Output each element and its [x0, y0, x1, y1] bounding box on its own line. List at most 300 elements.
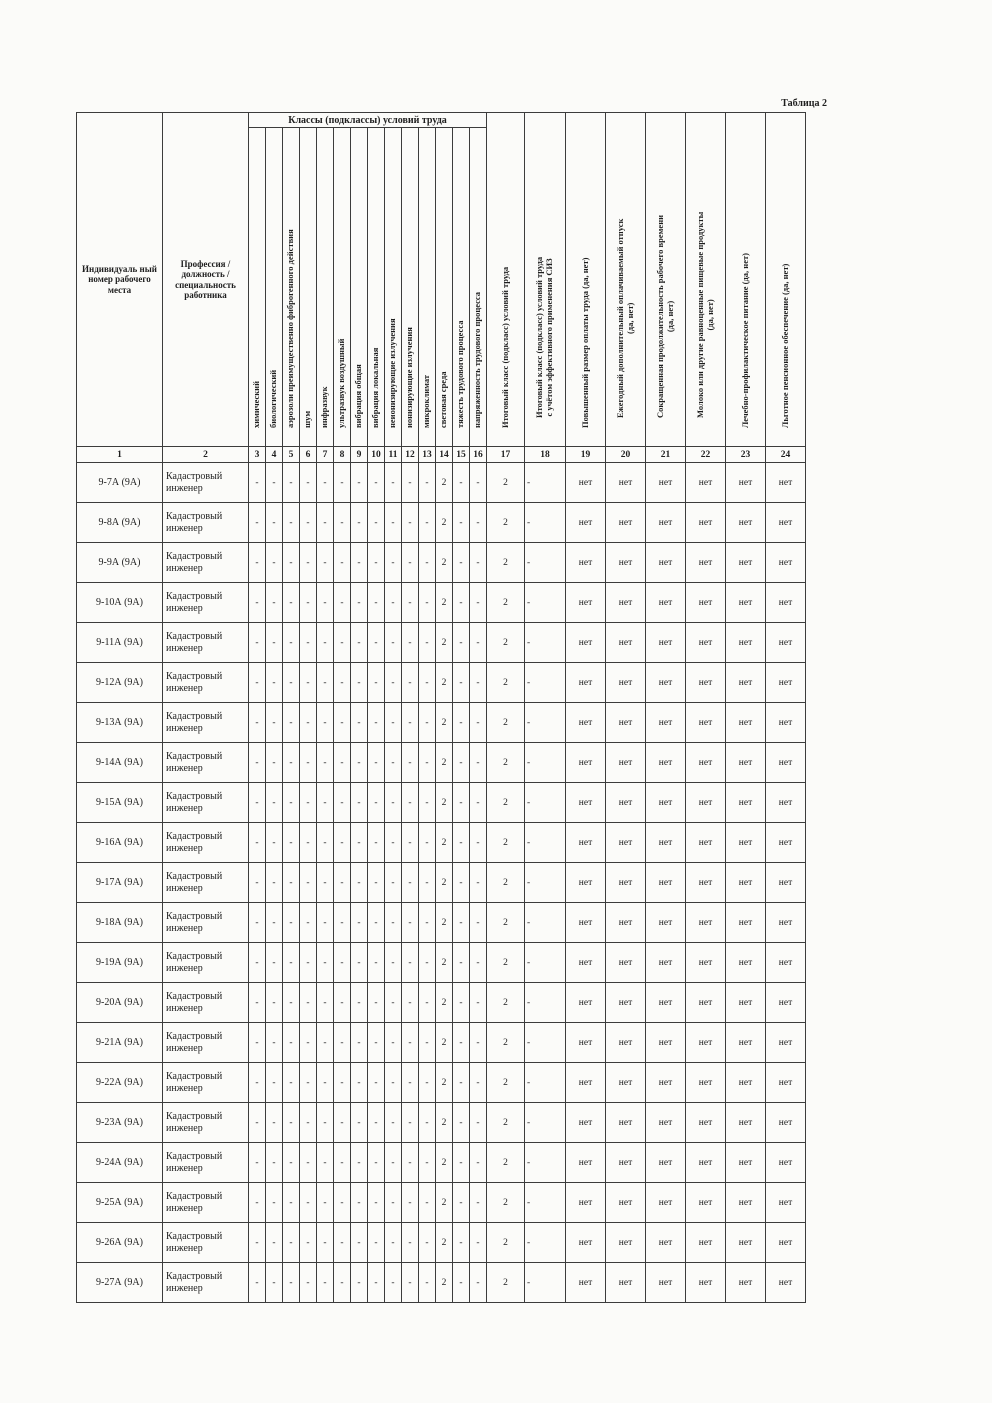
factor-class-cell: - [334, 1223, 351, 1263]
factor-class-cell: - [351, 543, 368, 583]
factor-class-cell: - [300, 903, 317, 943]
factor-class-cell: - [249, 543, 266, 583]
final-class-cell: 2 [487, 623, 525, 663]
therapeutic-food-cell: нет [726, 1223, 766, 1263]
factor-class-cell: - [368, 903, 385, 943]
factor-class-cell: - [453, 1143, 470, 1183]
additional-leave-cell: нет [606, 903, 646, 943]
table-row [77, 1103, 806, 1143]
factor-class-cell: - [283, 583, 300, 623]
factor-class-cell: - [266, 543, 283, 583]
reduced-hours-cell: нет [646, 1183, 686, 1223]
factor-class-cell: - [385, 1143, 402, 1183]
factor-class-cell: - [334, 1103, 351, 1143]
pension-cell: нет [766, 943, 806, 983]
factor-class-cell: - [283, 903, 300, 943]
increased-pay-cell: нет [566, 1063, 606, 1103]
increased-pay-cell: нет [566, 1143, 606, 1183]
factor-class-cell: 2 [436, 1143, 453, 1183]
factor-class-cell: - [385, 863, 402, 903]
final-class-cell: 2 [487, 663, 525, 703]
factor-class-cell: - [453, 503, 470, 543]
factor-class-cell: - [317, 1223, 334, 1263]
factor-class-cell: - [317, 943, 334, 983]
factor-class-cell: - [266, 743, 283, 783]
factor-class-cell: - [368, 943, 385, 983]
factor-class-cell: - [351, 863, 368, 903]
factor-class-cell: - [368, 743, 385, 783]
factor-class-cell: - [334, 1063, 351, 1103]
factor-class-cell: - [385, 983, 402, 1023]
therapeutic-food-cell: нет [726, 823, 766, 863]
final-class-cell: 2 [487, 1223, 525, 1263]
increased-pay-cell: нет [566, 783, 606, 823]
factor-class-cell: - [419, 863, 436, 903]
increased-pay-cell: нет [566, 583, 606, 623]
factor-class-cell: - [317, 1023, 334, 1063]
profession-cell: Кадастровый инженер [163, 783, 249, 823]
increased-pay-cell: нет [566, 1103, 606, 1143]
therapeutic-food-cell: нет [726, 1143, 766, 1183]
factor-class-cell: - [453, 463, 470, 503]
reduced-hours-cell: нет [646, 583, 686, 623]
therapeutic-food-cell: нет [726, 543, 766, 583]
factor-class-cell: - [368, 1183, 385, 1223]
additional-leave-cell: нет [606, 1263, 646, 1303]
factor-class-cell: - [266, 943, 283, 983]
milk-cell: нет [686, 663, 726, 703]
table-row [77, 503, 806, 543]
profession-cell: Кадастровый инженер [163, 463, 249, 503]
final-class-cell: 2 [487, 903, 525, 943]
factor-class-cell: - [266, 1183, 283, 1223]
pension-cell: нет [766, 743, 806, 783]
factor-class-cell: - [368, 1103, 385, 1143]
factor-class-cell: - [470, 703, 487, 743]
profession-cell: Кадастровый инженер [163, 863, 249, 903]
column-number: 2 [163, 447, 249, 463]
factor-class-cell: 2 [436, 823, 453, 863]
factor-class-cell: - [300, 1063, 317, 1103]
factor-class-cell: 2 [436, 1223, 453, 1263]
final-class-siz-cell: - [525, 1143, 566, 1183]
factor-class-cell: - [385, 1223, 402, 1263]
factor-header-6: шум [300, 128, 317, 447]
profession-cell: Кадастровый инженер [163, 823, 249, 863]
factor-class-cell: - [300, 743, 317, 783]
table-row [77, 863, 806, 903]
final-class-cell: 2 [487, 943, 525, 983]
factor-class-cell: - [300, 1143, 317, 1183]
factor-class-cell: - [453, 1223, 470, 1263]
factor-class-cell: - [283, 663, 300, 703]
factor-class-cell: - [470, 903, 487, 943]
factor-class-cell: 2 [436, 1103, 453, 1143]
final-class-siz-cell: - [525, 1063, 566, 1103]
factor-class-cell: - [249, 1143, 266, 1183]
final-class-siz-cell: - [525, 1263, 566, 1303]
factor-class-cell: - [385, 1063, 402, 1103]
factor-class-cell: - [453, 703, 470, 743]
factor-class-cell: - [470, 463, 487, 503]
increased-pay-cell: нет [566, 863, 606, 903]
factor-class-cell: - [351, 743, 368, 783]
factor-class-cell: - [351, 1143, 368, 1183]
additional-leave-cell: нет [606, 1223, 646, 1263]
milk-cell: нет [686, 1263, 726, 1303]
table-row [77, 583, 806, 623]
factor-class-cell: - [419, 543, 436, 583]
profession-cell: Кадастровый инженер [163, 503, 249, 543]
factor-class-cell: - [249, 503, 266, 543]
column-number: 12 [402, 447, 419, 463]
factor-class-cell: 2 [436, 503, 453, 543]
pension-cell: нет [766, 1263, 806, 1303]
factor-class-cell: - [351, 983, 368, 1023]
factor-class-cell: - [385, 463, 402, 503]
milk-cell: нет [686, 1063, 726, 1103]
factor-class-cell: - [317, 543, 334, 583]
factor-class-cell: - [300, 783, 317, 823]
factor-class-cell: 2 [436, 703, 453, 743]
workplace-id: 9-10А (9А) [77, 583, 163, 623]
factor-class-cell: - [334, 983, 351, 1023]
group-header-classes: Классы (подклассы) условий труда [249, 113, 487, 128]
reduced-hours-cell: нет [646, 943, 686, 983]
column-number: 17 [487, 447, 525, 463]
factor-class-cell: - [351, 463, 368, 503]
factor-class-cell: - [283, 1223, 300, 1263]
table-label: Таблица 2 [781, 98, 827, 109]
factor-class-cell: - [402, 463, 419, 503]
factor-class-cell: - [283, 783, 300, 823]
increased-pay-cell: нет [566, 823, 606, 863]
column-number: 15 [453, 447, 470, 463]
factor-class-cell: - [419, 1063, 436, 1103]
pension-cell: нет [766, 1103, 806, 1143]
additional-leave-cell: нет [606, 623, 646, 663]
milk-cell: нет [686, 1103, 726, 1143]
factor-class-cell: - [266, 463, 283, 503]
factor-class-cell: - [419, 1143, 436, 1183]
factor-class-cell: - [249, 863, 266, 903]
factor-class-cell: - [283, 863, 300, 903]
factor-class-cell: - [351, 503, 368, 543]
factor-header-11: неионизирующие излучения [385, 128, 402, 447]
factor-class-cell: - [385, 943, 402, 983]
milk-cell: нет [686, 943, 726, 983]
profession-cell: Кадастровый инженер [163, 543, 249, 583]
factor-class-cell: - [385, 663, 402, 703]
factor-class-cell: - [249, 1103, 266, 1143]
pension-cell: нет [766, 503, 806, 543]
factor-header-12: ионизирующие излучения [402, 128, 419, 447]
column-number: 7 [317, 447, 334, 463]
increased-pay-cell: нет [566, 903, 606, 943]
factor-class-cell: - [266, 663, 283, 703]
factor-class-cell: - [317, 863, 334, 903]
factor-class-cell: - [249, 1063, 266, 1103]
factor-class-cell: - [453, 1023, 470, 1063]
factor-class-cell: - [317, 703, 334, 743]
workplace-id: 9-25А (9А) [77, 1183, 163, 1223]
factor-class-cell: - [317, 983, 334, 1023]
additional-leave-cell: нет [606, 543, 646, 583]
factor-class-cell: - [351, 663, 368, 703]
table-row [77, 903, 806, 943]
pension-cell: нет [766, 1063, 806, 1103]
milk-cell: нет [686, 583, 726, 623]
reduced-hours-cell: нет [646, 1223, 686, 1263]
milk-cell: нет [686, 503, 726, 543]
factor-class-cell: - [402, 903, 419, 943]
factor-class-cell: - [402, 543, 419, 583]
factor-class-cell: - [317, 463, 334, 503]
factor-class-cell: - [249, 1223, 266, 1263]
factor-class-cell: - [266, 703, 283, 743]
table-row [77, 1143, 806, 1183]
factor-class-cell: - [266, 1143, 283, 1183]
additional-leave-cell: нет [606, 1103, 646, 1143]
additional-leave-cell: нет [606, 943, 646, 983]
workplace-id: 9-13А (9А) [77, 703, 163, 743]
factor-class-cell: - [470, 823, 487, 863]
final-class-cell: 2 [487, 703, 525, 743]
factor-class-cell: - [453, 583, 470, 623]
col-header-profession: Профессия / должность / специальность работника [163, 113, 249, 447]
increased-pay-cell: нет [566, 623, 606, 663]
therapeutic-food-cell: нет [726, 783, 766, 823]
increased-pay-cell: нет [566, 1223, 606, 1263]
profession-cell: Кадастровый инженер [163, 623, 249, 663]
additional-leave-cell: нет [606, 1023, 646, 1063]
factor-header-10: вибрация локальная [368, 128, 385, 447]
factor-class-cell: - [453, 1183, 470, 1223]
milk-cell: нет [686, 703, 726, 743]
therapeutic-food-cell: нет [726, 1263, 766, 1303]
reduced-hours-cell: нет [646, 1063, 686, 1103]
pension-cell: нет [766, 863, 806, 903]
factor-class-cell: - [300, 623, 317, 663]
factor-class-cell: - [249, 943, 266, 983]
factor-class-cell: - [453, 783, 470, 823]
final-class-cell: 2 [487, 503, 525, 543]
factor-class-cell: - [283, 1263, 300, 1303]
final-class-cell: 2 [487, 1103, 525, 1143]
pension-cell: нет [766, 1183, 806, 1223]
factor-class-cell: - [283, 623, 300, 663]
increased-pay-cell: нет [566, 1023, 606, 1063]
column-number: 22 [686, 447, 726, 463]
reduced-hours-cell: нет [646, 823, 686, 863]
factor-class-cell: 2 [436, 743, 453, 783]
table-row [77, 1183, 806, 1223]
workplace-id: 9-27А (9А) [77, 1263, 163, 1303]
table-row [77, 823, 806, 863]
therapeutic-food-cell: нет [726, 743, 766, 783]
factor-class-cell: - [249, 663, 266, 703]
factor-class-cell: - [334, 903, 351, 943]
table-row [77, 1263, 806, 1303]
pension-cell: нет [766, 983, 806, 1023]
factor-class-cell: - [351, 1063, 368, 1103]
final-class-siz-cell: - [525, 903, 566, 943]
factor-class-cell: - [419, 983, 436, 1023]
profession-cell: Кадастровый инженер [163, 1063, 249, 1103]
factor-class-cell: - [470, 1103, 487, 1143]
factor-header-8: ультразвук воздушный [334, 128, 351, 447]
table-row [77, 1063, 806, 1103]
factor-class-cell: - [385, 543, 402, 583]
factor-class-cell: - [453, 1103, 470, 1143]
factor-class-cell: - [317, 823, 334, 863]
factor-class-cell: 2 [436, 783, 453, 823]
workplace-id: 9-21А (9А) [77, 1023, 163, 1063]
factor-class-cell: - [419, 663, 436, 703]
workplace-id: 9-19А (9А) [77, 943, 163, 983]
therapeutic-food-cell: нет [726, 503, 766, 543]
factor-class-cell: - [419, 823, 436, 863]
pension-cell: нет [766, 1223, 806, 1263]
factor-class-cell: - [419, 743, 436, 783]
factor-class-cell: - [470, 943, 487, 983]
column-number: 23 [726, 447, 766, 463]
additional-leave-cell: нет [606, 1063, 646, 1103]
factor-class-cell: - [402, 1223, 419, 1263]
pension-cell: нет [766, 1023, 806, 1063]
factor-class-cell: 2 [436, 663, 453, 703]
factor-class-cell: - [317, 1143, 334, 1183]
factor-class-cell: - [266, 983, 283, 1023]
factor-class-cell: - [300, 863, 317, 903]
final-class-siz-cell: - [525, 463, 566, 503]
factor-class-cell: - [470, 1223, 487, 1263]
factor-class-cell: - [402, 943, 419, 983]
milk-cell: нет [686, 623, 726, 663]
factor-class-cell: - [317, 663, 334, 703]
factor-class-cell: - [385, 743, 402, 783]
factor-class-cell: - [419, 463, 436, 503]
factor-class-cell: - [334, 623, 351, 663]
therapeutic-food-cell: нет [726, 623, 766, 663]
factor-class-cell: - [402, 663, 419, 703]
factor-class-cell: - [317, 783, 334, 823]
increased-pay-cell: нет [566, 703, 606, 743]
factor-class-cell: - [368, 1143, 385, 1183]
factor-class-cell: - [453, 943, 470, 983]
factor-class-cell: - [300, 463, 317, 503]
increased-pay-cell: нет [566, 663, 606, 703]
factor-class-cell: - [351, 623, 368, 663]
factor-class-cell: - [402, 623, 419, 663]
col-header-20: Ежегодный дополнительный оплачиваемый отпуск (да, нет) [606, 113, 646, 447]
factor-class-cell: - [402, 983, 419, 1023]
factor-class-cell: - [470, 1143, 487, 1183]
factor-class-cell: - [300, 1223, 317, 1263]
factor-class-cell: - [300, 1263, 317, 1303]
increased-pay-cell: нет [566, 503, 606, 543]
table-row [77, 663, 806, 703]
milk-cell: нет [686, 903, 726, 943]
increased-pay-cell: нет [566, 1183, 606, 1223]
profession-cell: Кадастровый инженер [163, 983, 249, 1023]
profession-cell: Кадастровый инженер [163, 1103, 249, 1143]
factor-class-cell: - [385, 1103, 402, 1143]
factor-class-cell: - [470, 983, 487, 1023]
factor-header-13: микроклимат [419, 128, 436, 447]
factor-class-cell: - [334, 1143, 351, 1183]
final-class-cell: 2 [487, 823, 525, 863]
workplace-id: 9-11А (9А) [77, 623, 163, 663]
therapeutic-food-cell: нет [726, 943, 766, 983]
factor-class-cell: - [283, 823, 300, 863]
factor-class-cell: - [453, 663, 470, 703]
pension-cell: нет [766, 1143, 806, 1183]
factor-class-cell: - [266, 1223, 283, 1263]
factor-class-cell: - [419, 1023, 436, 1063]
reduced-hours-cell: нет [646, 783, 686, 823]
final-class-siz-cell: - [525, 543, 566, 583]
additional-leave-cell: нет [606, 783, 646, 823]
additional-leave-cell: нет [606, 863, 646, 903]
factor-class-cell: - [368, 463, 385, 503]
column-number: 4 [266, 447, 283, 463]
factor-class-cell: - [300, 663, 317, 703]
column-number: 1 [77, 447, 163, 463]
factor-class-cell: - [283, 943, 300, 983]
workplace-id: 9-7А (9А) [77, 463, 163, 503]
factor-header-16: напряженность трудового процесса [470, 128, 487, 447]
factor-header-4: биологический [266, 128, 283, 447]
therapeutic-food-cell: нет [726, 1023, 766, 1063]
factor-class-cell: - [470, 1023, 487, 1063]
factor-class-cell: - [402, 503, 419, 543]
therapeutic-food-cell: нет [726, 903, 766, 943]
factor-class-cell: - [351, 1223, 368, 1263]
final-class-siz-cell: - [525, 1023, 566, 1063]
factor-class-cell: - [453, 863, 470, 903]
factor-class-cell: - [283, 1183, 300, 1223]
profession-cell: Кадастровый инженер [163, 663, 249, 703]
factor-class-cell: - [351, 1263, 368, 1303]
factor-class-cell: - [368, 663, 385, 703]
increased-pay-cell: нет [566, 983, 606, 1023]
factor-class-cell: - [334, 503, 351, 543]
milk-cell: нет [686, 743, 726, 783]
factor-class-cell: - [283, 463, 300, 503]
reduced-hours-cell: нет [646, 503, 686, 543]
final-class-siz-cell: - [525, 623, 566, 663]
factor-class-cell: 2 [436, 463, 453, 503]
therapeutic-food-cell: нет [726, 983, 766, 1023]
factor-class-cell: - [402, 863, 419, 903]
table-row [77, 543, 806, 583]
final-class-siz-cell: - [525, 943, 566, 983]
column-number: 9 [351, 447, 368, 463]
factor-class-cell: - [317, 743, 334, 783]
final-class-siz-cell: - [525, 703, 566, 743]
final-class-siz-cell: - [525, 663, 566, 703]
factor-class-cell: - [385, 1023, 402, 1063]
factor-class-cell: - [334, 943, 351, 983]
final-class-cell: 2 [487, 1063, 525, 1103]
final-class-cell: 2 [487, 463, 525, 503]
factor-class-cell: - [300, 1183, 317, 1223]
factor-class-cell: - [351, 1103, 368, 1143]
factor-class-cell: - [402, 783, 419, 823]
final-class-siz-cell: - [525, 1183, 566, 1223]
factor-class-cell: - [249, 623, 266, 663]
